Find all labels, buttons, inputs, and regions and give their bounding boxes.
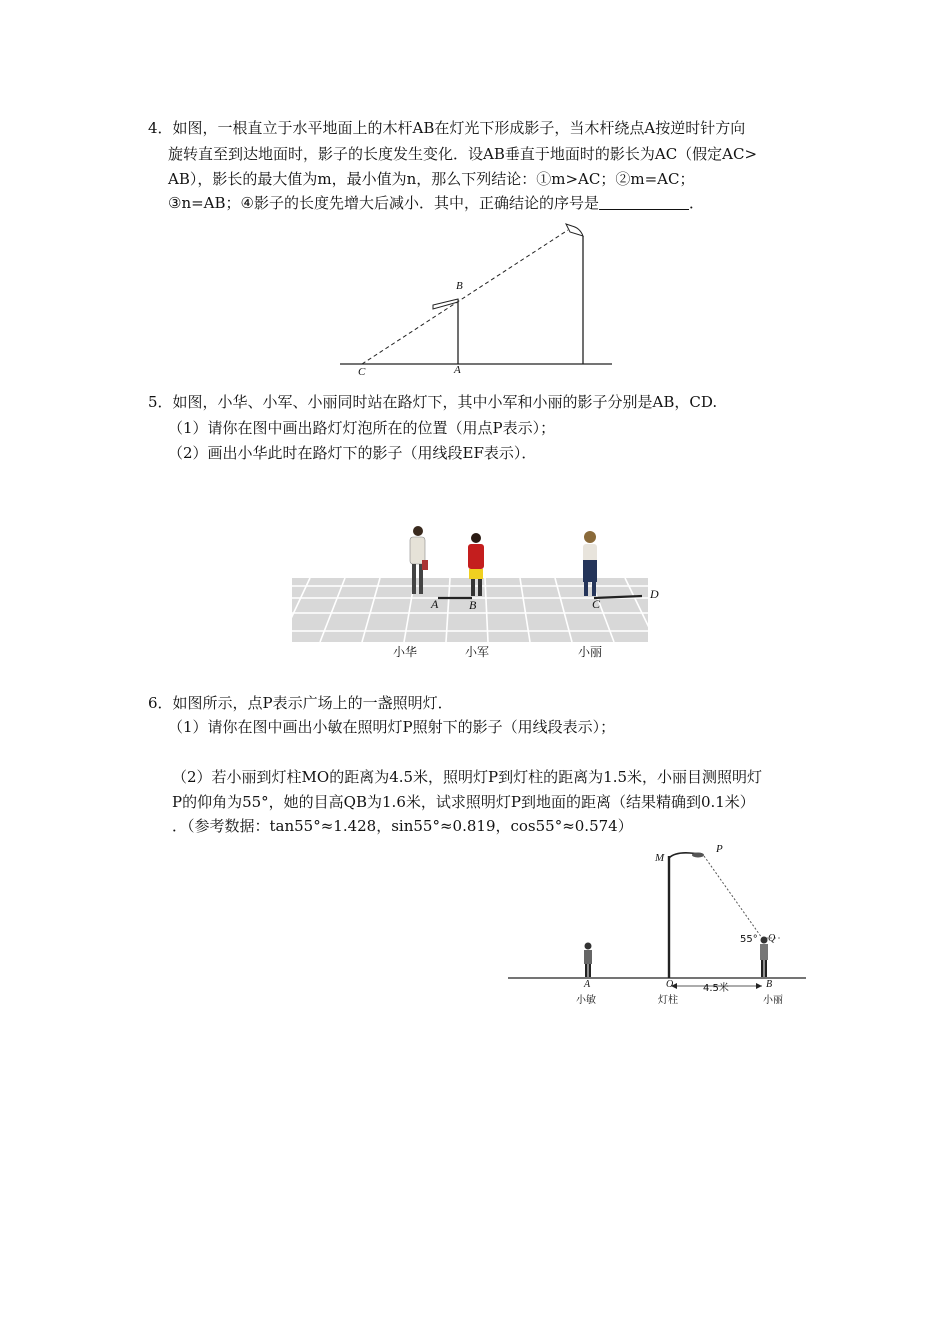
q6-line3: （2）若小丽到灯柱MO的距离为4.5米，照明灯P到灯柱的距离为1.5米，小丽目测照明灯: [172, 768, 763, 786]
q6-label-p: P: [716, 843, 723, 855]
q4-figure: [0, 218, 950, 388]
caption-dengzhu: 灯柱: [658, 995, 678, 1006]
q4-line4-end: ．: [688, 194, 704, 212]
q6-label-m: M: [655, 852, 665, 864]
answer-blank[interactable]: [599, 195, 689, 210]
q5-line2: （1）请你在图中画出路灯灯泡所在的位置（用点P表示）；: [168, 419, 556, 437]
q6-line4: P的仰角为55°，她的目高QB为1.6米，试求照明灯P到地面的距离（结果精确到0.1米）: [172, 793, 755, 811]
person-xiaomin-icon: [584, 943, 592, 978]
q4-line3: AB），影长的最大值为m，最小值为n，那么下列结论：①m>AC；②m=AC；: [168, 170, 695, 188]
q5-label-c: C: [592, 597, 601, 611]
small-lamp-icon: [433, 299, 458, 309]
sight-line: [704, 856, 762, 938]
q6-label-o: O: [666, 979, 674, 990]
q5-line3: （2）画出小华此时在路灯下的影子（用线段EF表示）．: [168, 444, 537, 462]
q5-label-b: B: [469, 598, 477, 612]
q4-line4-text: ③n=AB；④影子的长度先增大后减小．其中，正确结论的序号是: [168, 194, 599, 212]
q5-label-a: A: [431, 597, 439, 611]
q5-label-d: D: [650, 587, 659, 601]
q6-distance: 4.5米: [703, 983, 729, 994]
label-a: A: [454, 364, 461, 376]
caption-xiaojun: 小军: [465, 645, 490, 659]
person-xiaoli-icon: [760, 937, 768, 978]
q6-line2: （1）请你在图中画出小敏在照明灯P照射下的影子（用线段表示）；: [168, 718, 616, 736]
q6-label-b: B: [766, 979, 773, 990]
q6-line1: 6．如图所示，点P表示广场上的一盏照明灯．: [148, 694, 453, 712]
q6-label-q: Q: [768, 933, 776, 944]
caption-xiaohua: 小华: [393, 645, 418, 659]
label-b: B: [456, 280, 463, 292]
label-c: C: [358, 366, 366, 378]
q5-line1: 5．如图，小华、小军、小丽同时站在路灯下，其中小军和小丽的影子分别是AB，CD.: [148, 393, 718, 411]
q4-line4: [168, 193, 704, 213]
light-ray: [362, 230, 568, 364]
q6-angle: 55°: [740, 934, 758, 945]
q4-line1: 4．如图，一根直立于水平地面上的木杆AB在灯光下形成影子，当木杆绕点A按逆时针方向: [148, 119, 746, 137]
q6-label-a: A: [584, 979, 591, 990]
q6-line5: ．（参考数据：tan55°≈1.428，sin55°≈0.819，cos55°≈0.574）: [172, 817, 633, 835]
q5-figure: [290, 520, 690, 650]
caption-xiaoli-q6: 小丽: [763, 995, 783, 1006]
q4-line2: 旋转直至到达地面时，影子的长度发生变化．设AB垂直于地面时的影长为AC（假定AC>: [168, 145, 758, 163]
caption-xiaoli: 小丽: [578, 645, 603, 659]
caption-xiaomin: 小敏: [576, 995, 596, 1006]
street-lamp-icon: [566, 224, 583, 236]
